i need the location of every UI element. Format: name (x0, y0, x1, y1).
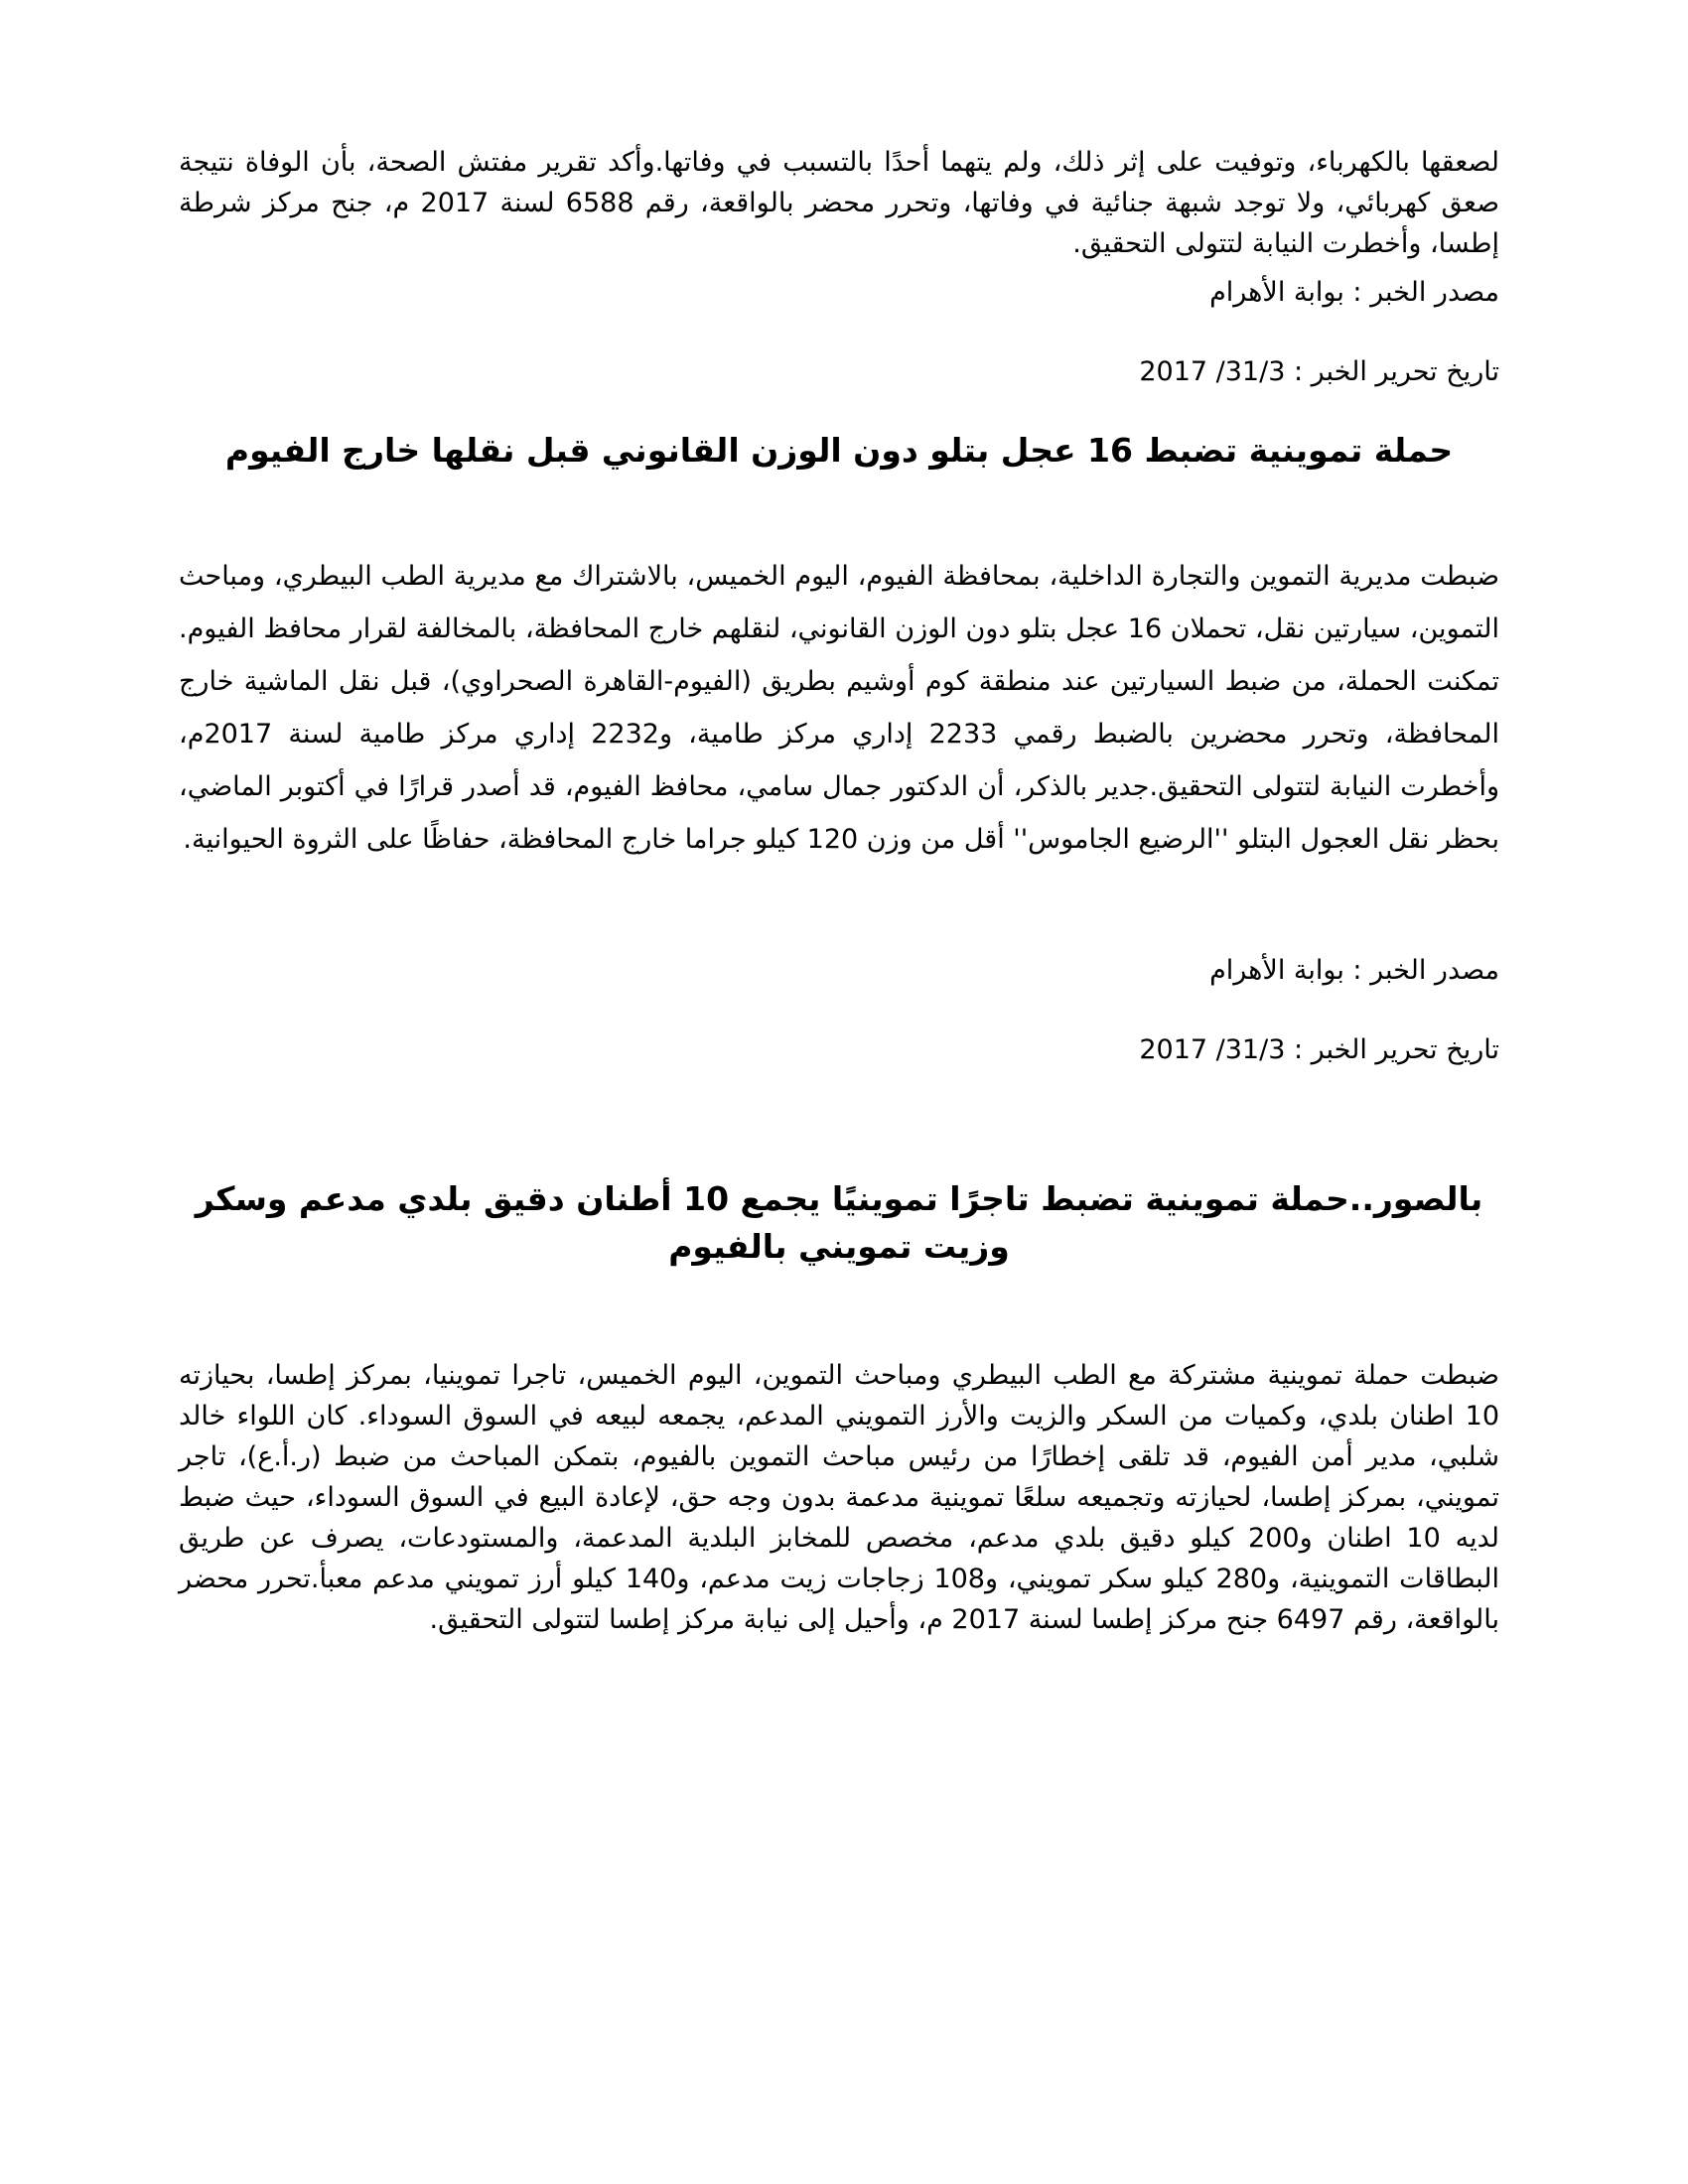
article-1-body: ضبطت مديرية التموين والتجارة الداخلية، بمحافظة الفيوم، اليوم الخميس، بالاشتراك مع مديرية الطب البيطري، ومباحث التموين، سيارتين نقل، تحملان 16 عجل بتلو دون الوزن القانوني، لنقلهم خارج المحافظة، بالمخالفة لقرار محافظ الفيوم. تمكنت الحملة، من ضبط السيارتين عند منطقة كوم أوشيم بطريق (الفيوم-القاهرة الصحراوي)، قبل نقل الماشية خارج المحافظة، وتحرر محضرين بالضبط رقمي 2233 إداري مركز طامية، و2232 إداري مركز طامية لسنة 2017م، وأخطرت النيابة لتتولى التحقيق.جدير بالذكر، أن الدكتور جمال سامي، محافظ الفيوم، قد أصدر قرارًا في أكتوبر الماضي، بحظر نقل العجول البتلو ''الرضيع الجاموس'' أقل من وزن 120 كيلو جراما خارج المحافظة، حفاظًا على الثروة الحيوانية. (179, 561, 1500, 855)
article-1-date: تاريخ تحرير الخبر : 31/3/ 2017 (1139, 1034, 1499, 1065)
document-page (179, 147, 1500, 2065)
article-1-source: مصدر الخبر : بوابة الأهرام (1209, 955, 1499, 986)
intro-date: تاريخ تحرير الخبر : 31/3/ 2017 (1139, 356, 1499, 387)
article-2-headline: بالصور..حملة تموينية تضبط تاجرًا تموينيًا يجمع 10 أطنان دقيق بلدي مدعم وسكر وزيت تمويني بالفيوم (195, 1179, 1483, 1266)
intro-source: مصدر الخبر : بوابة الأهرام (1209, 277, 1499, 308)
intro-paragraph: لصعقها بالكهرباء، وتوفيت على إثر ذلك، ولم يتهما أحدًا بالتسبب في وفاتها.وأكد تقرير مفتش الصحة، بأن الوفاة نتيجة صعق كهربائي، ولا توجد شبهة جنائية في وفاتها، وتحرر محضر بالواقعة، رقم 6588 لسنة 2017 م، جنح مركز شرطة إطسا، وأخطرت النيابة لتتولى التحقيق. (179, 147, 1499, 259)
article-1-headline: حملة تموينية تضبط 16 عجل بتلو دون الوزن القانوني قبل نقلها خارج الفيوم (224, 431, 1454, 470)
article-2-body: ضبطت حملة تموينية مشتركة مع الطب البيطري ومباحث التموين، اليوم الخميس، تاجرا تموينيا، بمركز إطسا، بحيازته 10 اطنان بلدي، وكميات من السكر والزيت والأرز التمويني المدعم، يجمعه لبيعه في السوق السوداء. كان اللواء خالد شلبي، مدير أمن الفيوم، قد تلقى إخطارًا من رئيس مباحث التموين بالفيوم، بتمكن المباحث من ضبط (ر.أ.ع)، تاجر تمويني، بمركز إطسا، لحيازته وتجميعه سلعًا تموينية مدعمة بدون وجه حق، لإعادة البيع في السوق السوداء، حيث ضبط لديه 10 اطنان و200 كيلو دقيق بلدي مدعم، مخصص للمخابز البلدية المدعمة، والمستودعات، يصرف عن طريق البطاقات التموينية، و280 كيلو سكر تمويني، و108 زجاجات زيت مدعم، و140 كيلو أرز تمويني مدعم معبأ.تحرر محضر بالواقعة، رقم 6497 جنح مركز إطسا لسنة 2017 م، وأحيل إلى نيابة مركز إطسا لتتولى التحقيق. (179, 1360, 1499, 1635)
